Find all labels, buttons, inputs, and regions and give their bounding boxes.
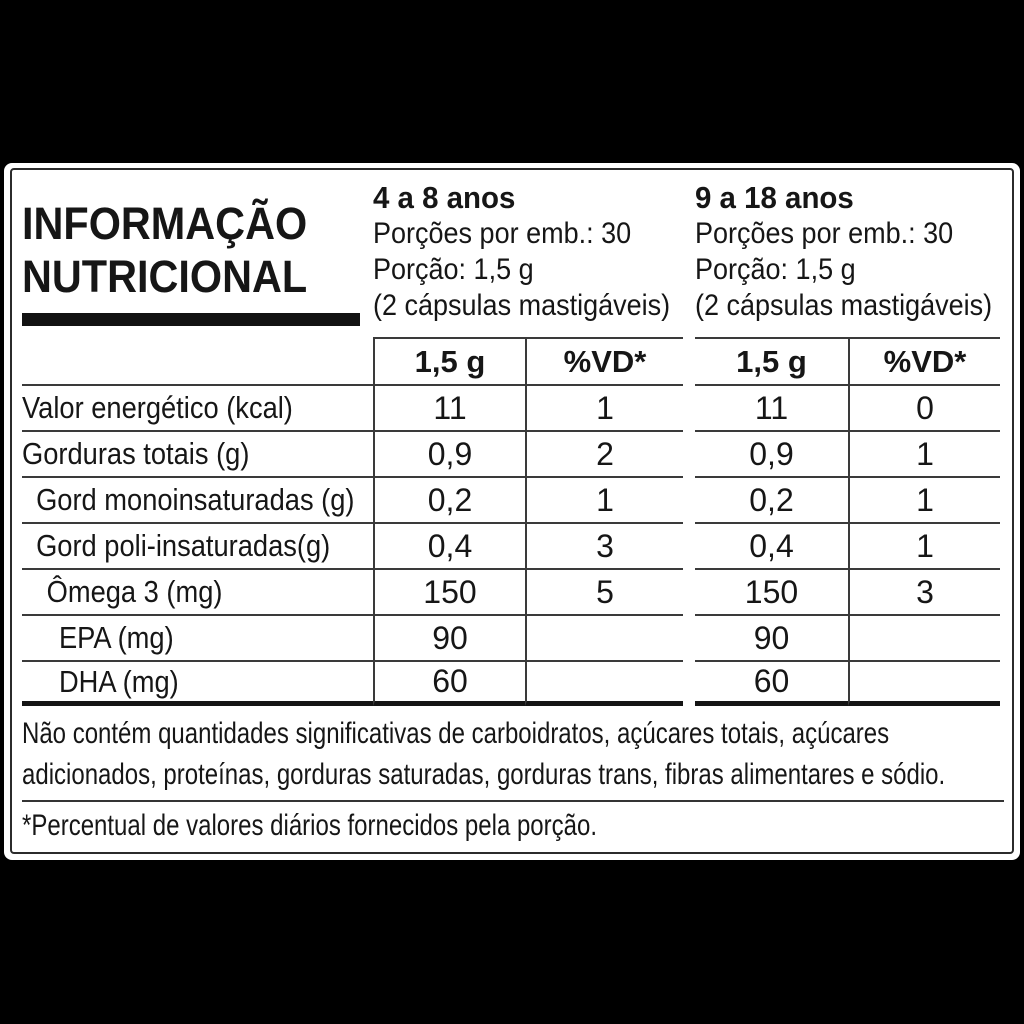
qty-cell: 0,2: [695, 476, 848, 522]
vd-cell: 5: [525, 568, 683, 614]
vd-cell: 2: [525, 430, 683, 476]
nutrition-table: [22, 337, 1000, 706]
qty-cell: 60: [373, 660, 525, 706]
no-significant-amounts-note-line1: Não contém quantidades significativas de carboidratos, açúcares totais, açúcares: [22, 717, 890, 750]
column-header-qty-4-8: 1,5 g: [373, 337, 525, 384]
header-spacer: [22, 337, 373, 384]
qty-cell: 90: [695, 614, 848, 660]
qty-cell: 90: [373, 614, 525, 660]
table-gap: [683, 568, 695, 614]
footnote-divider: [22, 800, 1004, 802]
table-gap: [683, 614, 695, 660]
vd-cell: [848, 660, 1000, 706]
table-gap: [683, 430, 695, 476]
vd-cell: 1: [848, 430, 1000, 476]
nutrition-label-panel: [4, 163, 1020, 860]
vd-cell: 1: [525, 384, 683, 430]
serving-size: Porção: 1,5 g: [695, 253, 856, 286]
age-range: 9 a 18 anos: [695, 180, 854, 215]
table-gap: [683, 337, 695, 384]
qty-cell: 0,9: [373, 430, 525, 476]
row-label: Valor energético (kcal): [22, 384, 373, 430]
vd-cell: 1: [848, 476, 1000, 522]
row-label: Gord poli-insaturadas(g): [22, 522, 373, 568]
vd-cell: 1: [525, 476, 683, 522]
qty-cell: 0,4: [695, 522, 848, 568]
vd-cell: 1: [848, 522, 1000, 568]
qty-cell: 11: [695, 384, 848, 430]
row-label: Gorduras totais (g): [22, 430, 373, 476]
qty-cell: 11: [373, 384, 525, 430]
qty-cell: 0,2: [373, 476, 525, 522]
no-significant-amounts-note-line2: adicionados, proteínas, gorduras saturadas, gorduras trans, fibras alimentares e sódio.: [22, 758, 946, 791]
label-title-line1: INFORMAÇÃO: [22, 198, 308, 249]
table-gap: [683, 522, 695, 568]
vd-cell: [848, 614, 1000, 660]
percent-daily-value-note: *Percentual de valores diários fornecidos pela porção.: [22, 809, 598, 842]
label-title: [22, 197, 307, 303]
table-gap: [683, 384, 695, 430]
qty-cell: 150: [373, 568, 525, 614]
qty-cell: 0,9: [695, 430, 848, 476]
column-header-vd-9-18: %VD*: [848, 337, 1000, 384]
age-group-header-4-8: [373, 179, 691, 324]
servings-per-pack: Porções por emb.: 30: [695, 217, 954, 250]
qty-cell: 150: [695, 568, 848, 614]
row-label: EPA (mg): [22, 614, 373, 660]
vd-cell: 3: [525, 522, 683, 568]
title-divider: [22, 313, 360, 326]
row-label: Gord monoinsaturadas (g): [22, 476, 373, 522]
column-header-vd-4-8: %VD*: [525, 337, 683, 384]
serving-size: Porção: 1,5 g: [373, 253, 534, 286]
row-label: Ômega 3 (mg): [22, 568, 373, 614]
table-gap: [683, 660, 695, 706]
row-label: DHA (mg): [22, 660, 373, 706]
age-group-header-9-18: [695, 179, 1013, 324]
qty-cell: 60: [695, 660, 848, 706]
servings-per-pack: Porções por emb.: 30: [373, 217, 632, 250]
label-title-line2: NUTRICIONAL: [22, 251, 308, 302]
vd-cell: 0: [848, 384, 1000, 430]
qty-cell: 0,4: [373, 522, 525, 568]
vd-cell: 3: [848, 568, 1000, 614]
vd-cell: [525, 614, 683, 660]
serving-detail: (2 cápsulas mastigáveis): [695, 289, 993, 322]
table-gap: [683, 476, 695, 522]
serving-detail: (2 cápsulas mastigáveis): [373, 289, 671, 322]
vd-cell: [525, 660, 683, 706]
column-header-qty-9-18: 1,5 g: [695, 337, 848, 384]
age-range: 4 a 8 anos: [373, 180, 516, 215]
